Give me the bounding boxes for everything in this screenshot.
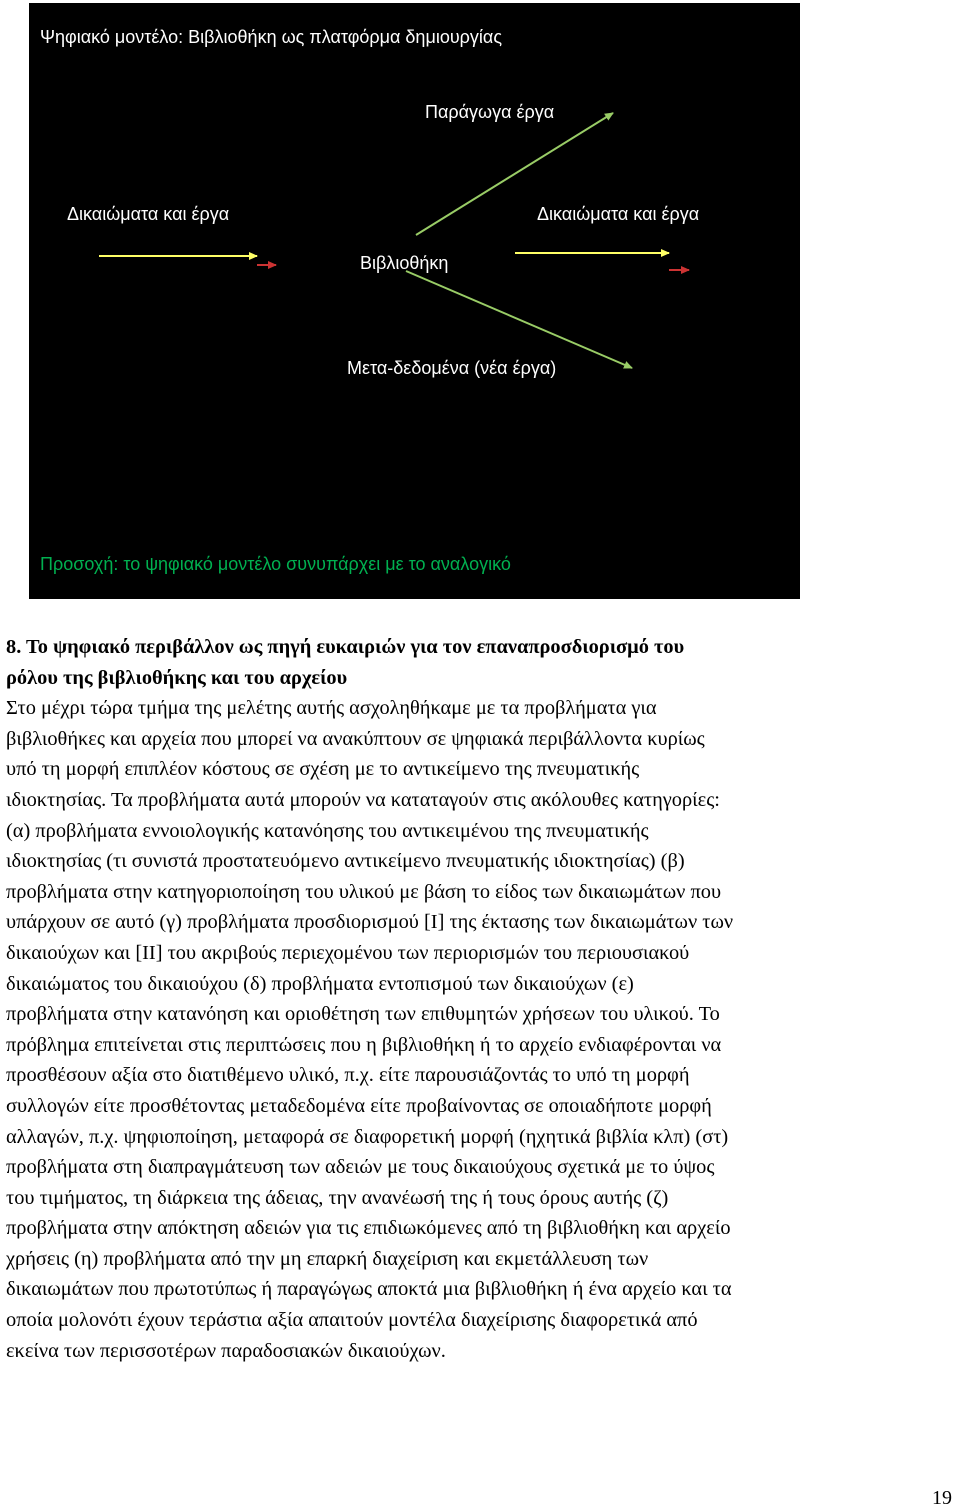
paragraph-line: προβλήματα στην απόκτηση αδειών για τις επιδιωκόμενες από τη βιβλιοθήκη και αρχείο [6, 1217, 731, 1240]
label-library: Βιβλιοθήκη [360, 253, 449, 273]
diagram-arrows [29, 3, 800, 599]
paragraph-line: χρήσεις (η) προβλήματα από την μη επαρκή διαχείριση και εκμετάλλευση των [6, 1247, 649, 1270]
paragraph-line: υπό τη μορφή επιπλέον κόστους σε σχέση με το αντικείμενο της πνευματικής [6, 758, 640, 781]
paragraph-line: ιδιοκτησίας (τι συνιστά προστατευόμενο αντικείμενο πνευματικής ιδιοκτησίας) (β) [6, 850, 685, 873]
section-heading-line: 8. Το ψηφιακό περιβάλλον ως πηγή ευκαιριών για τον επαναπροσδιορισμό του [6, 636, 685, 658]
paragraph-line: δικαιώματος του δικαιούχου (δ) προβλήματα εντοπισμού των δικαιούχων (ε) [6, 972, 634, 995]
paragraph-line: προβλήματα στην κατηγοριοποίηση του υλικού με βάση το είδος των δικαιωμάτων που [6, 880, 722, 903]
paragraph-line: προσθέσουν αξία στο διατιθέμενο υλικό, π.χ. είτε παρουσιάζοντάς το υπό τη μορφή [6, 1064, 690, 1087]
arrow-down-green [406, 271, 632, 368]
paragraph-line: προβλήματα στη διαπραγμάτευση των αδειών με τους δικαιούχους σχετικά με το ύψος [6, 1156, 715, 1179]
paragraph-line: δικαιωμάτων που πρωτοτύπως ή παραγώγως αποκτά μια βιβλιοθήκη ή ένα αρχείο και τα [6, 1278, 732, 1301]
paragraph-line: ιδιοκτησίας. Τα προβλήματα αυτά μπορούν να καταταγούν στις ακόλουθες κατηγορίες: [6, 788, 720, 811]
paragraph-line: βιβλιοθήκες και αρχεία που μπορεί να ανακύπτουν σε ψηφιακά περιβάλλοντα κυρίως [6, 727, 705, 750]
paragraph-line: συλλογών είτε προσθέτοντας μεταδεδομένα είτε προβαίνοντας σε οποιαδήποτε μορφή [6, 1094, 712, 1117]
page-number: 19 [932, 1487, 952, 1509]
paragraph-line: οποία μολονότι έχουν τεράστια αξία απαιτούν μοντέλα διαχείρισης διαφορετικά από [6, 1309, 698, 1332]
paragraph-line: υπάρχουν σε αυτό (γ) προβλήματα προσδιορισμού [Ι] της έκτασης των δικαιωμάτων των [6, 911, 734, 934]
paragraph-line: Στο μέχρι τώρα τμήμα της μελέτης αυτής ασχοληθήκαμε με τα προβλήματα για [6, 697, 657, 720]
slide-title: Ψηφιακό μοντέλο: Βιβλιοθήκη ως πλατφόρμα δημιουργίας [40, 27, 502, 47]
label-rights-works-right: Δικαιώματα και έργα [537, 204, 700, 224]
paragraph-line: προβλήματα στην κατανόηση και οριοθέτηση των επιθυμητών χρήσεων του υλικού. Το [6, 1003, 720, 1026]
paragraph-line: πρόβλημα επιτείνεται στις περιπτώσεις που η βιβλιοθήκη ή το αρχείο ενδιαφέρονται να [6, 1033, 722, 1056]
paragraph-line: (α) προβλήματα εννοιολογικής κατανόησης του αντικειμένου της πνευματικής [6, 819, 649, 842]
label-rights-works-left: Δικαιώματα και έργα [67, 204, 230, 224]
slide-note: Προσοχή: το ψηφιακό μοντέλο συνυπάρχει με το αναλογικό [40, 554, 511, 574]
paragraph-line: δικαιούχων και [ΙΙ] του ακριβούς περιεχομένου των περιορισμών του περιουσιακού [6, 941, 690, 964]
section-heading [6, 632, 950, 693]
section-paragraph [6, 693, 950, 1366]
document-body [6, 632, 950, 1366]
paragraph-line: αλλαγών, π.χ. ψηφιοποίηση, μεταφορά σε διαφορετική μορφή (ηχητικά βιβλία κλπ) (στ) [6, 1125, 729, 1148]
slide-diagram [29, 3, 800, 599]
paragraph-line: του τιμήματος, τη διάρκεια της άδειας, την ανανέωσή της ή τους όρους αυτής (ζ) [6, 1186, 669, 1209]
label-metadata: Μετα-δεδομένα (νέα έργα) [347, 358, 557, 378]
section-heading-line: ρόλου της βιβλιοθήκης και του αρχείου [6, 666, 348, 689]
label-derived-works: Παράγωγα έργα [425, 102, 555, 122]
paragraph-line: εκείνα των περισσοτέρων παραδοσιακών δικαιούχων. [6, 1339, 446, 1362]
